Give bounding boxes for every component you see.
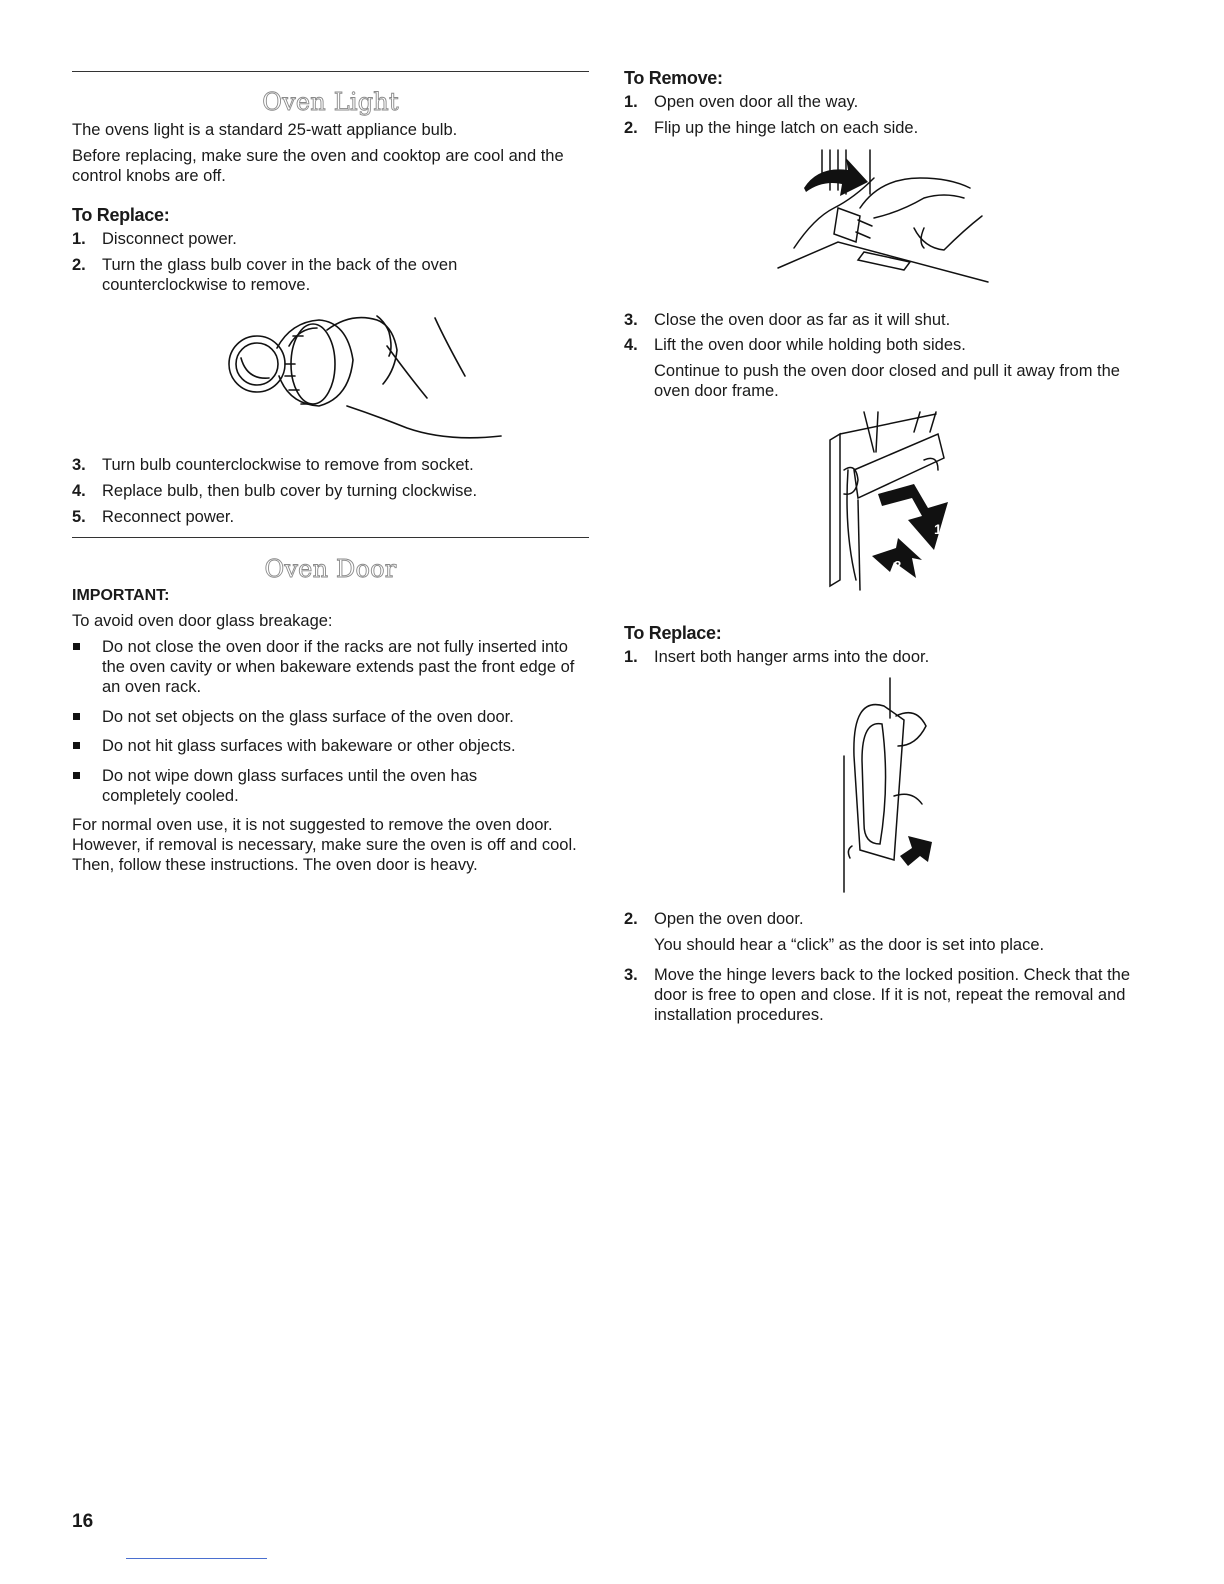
step-text: Flip up the hinge latch on each side. [654, 119, 919, 137]
section-divider [72, 71, 589, 72]
bullet-icon [73, 772, 80, 779]
list-item [72, 707, 589, 727]
step-text: Reconnect power. [102, 508, 235, 526]
list-item [624, 647, 1154, 667]
list-item [72, 736, 589, 756]
section-divider [72, 537, 589, 538]
step-text: Turn the glass bulb cover in the back of the oven counterclockwise to remove. [102, 256, 458, 294]
step-text: Move the hinge levers back to the locked position. Check that the door is free to open and close. If it is not, repeat the removal and installation procedures. [654, 966, 1131, 1024]
step-text: Turn bulb counterclockwise to remove from socket. [102, 456, 474, 474]
step-number: 2. [72, 256, 86, 274]
hinge-latch-illustration [774, 148, 994, 290]
list-item [72, 455, 589, 475]
bullet-text: Do not hit glass surfaces with bakeware or other objects. [102, 737, 516, 755]
list-item [72, 255, 512, 295]
oven-door-note: For normal oven use, it is not suggested to remove the oven door. However, if removal is necessary, make sure the oven is off and cool. Then, follow these instructions. The oven door is heavy. [72, 816, 577, 874]
bullet-text: Do not set objects on the glass surface of the oven door. [102, 708, 514, 726]
step-number: 4. [624, 336, 638, 354]
step-number: 1. [624, 648, 638, 666]
list-item [624, 335, 1154, 355]
step-number: 4. [72, 482, 86, 500]
arrow-label-2: 2 [894, 558, 902, 573]
hanger-arms-illustration [836, 676, 936, 894]
step-text: Open the oven door. [654, 910, 804, 928]
list-item [72, 481, 589, 501]
step-number: 5. [72, 508, 86, 526]
step-number: 3. [72, 456, 86, 474]
bullet-icon [73, 742, 80, 749]
list-item [624, 92, 1154, 112]
oven-light-precaution: Before replacing, make sure the oven and cooktop are cool and the control knobs are off. [72, 147, 564, 185]
step-number: 2. [624, 119, 638, 137]
footer-line [126, 1558, 267, 1559]
step-number: 1. [624, 93, 638, 111]
list-item [72, 507, 589, 527]
list-item [72, 229, 589, 249]
page-number: 16 [72, 1511, 94, 1532]
step-text: Disconnect power. [102, 230, 237, 248]
step-text: Lift the oven door while holding both sides. [654, 336, 966, 354]
arrow-label-1: 1 [934, 521, 942, 537]
to-replace-door-heading: To Replace: [624, 623, 722, 643]
bulb-cover-illustration [227, 306, 517, 446]
list-item [72, 637, 589, 697]
continue-text: Continue to push the oven door closed and pull it away from the oven door frame. [654, 362, 1120, 400]
step-number: 2. [624, 910, 638, 928]
list-item [624, 965, 1139, 1025]
list-item [624, 909, 1154, 929]
step-number: 1. [72, 230, 86, 248]
bullet-text: Do not wipe down glass surfaces until the oven has completely cooled. [102, 767, 478, 805]
list-item [72, 766, 542, 806]
to-remove-heading: To Remove: [624, 68, 723, 88]
bullet-icon [73, 643, 80, 650]
step-number: 3. [624, 311, 638, 329]
step-text: Replace bulb, then bulb cover by turning clockwise. [102, 482, 478, 500]
step-text: Insert both hanger arms into the door. [654, 648, 930, 666]
step-text: Open oven door all the way. [654, 93, 859, 111]
oven-light-title: Oven Light [262, 88, 399, 116]
list-item [624, 310, 1154, 330]
step-text: Close the oven door as far as it will shut. [654, 311, 951, 329]
important-label: IMPORTANT: [72, 587, 170, 604]
to-replace-heading: To Replace: [72, 205, 170, 225]
oven-light-intro: The ovens light is a standard 25-watt appliance bulb. [72, 121, 458, 139]
door-lift-illustration [824, 410, 954, 592]
oven-door-title: Oven Door [264, 555, 397, 583]
click-text: You should hear a “click” as the door is set into place. [654, 936, 1045, 954]
step-number: 3. [624, 966, 638, 984]
list-item [624, 118, 1154, 138]
bullet-icon [73, 713, 80, 720]
bullet-text: Do not close the oven door if the racks are not fully inserted into the oven cavity or when bakeware extends past the front edge of an oven rack. [102, 638, 575, 696]
avoid-text: To avoid oven door glass breakage: [72, 612, 333, 630]
